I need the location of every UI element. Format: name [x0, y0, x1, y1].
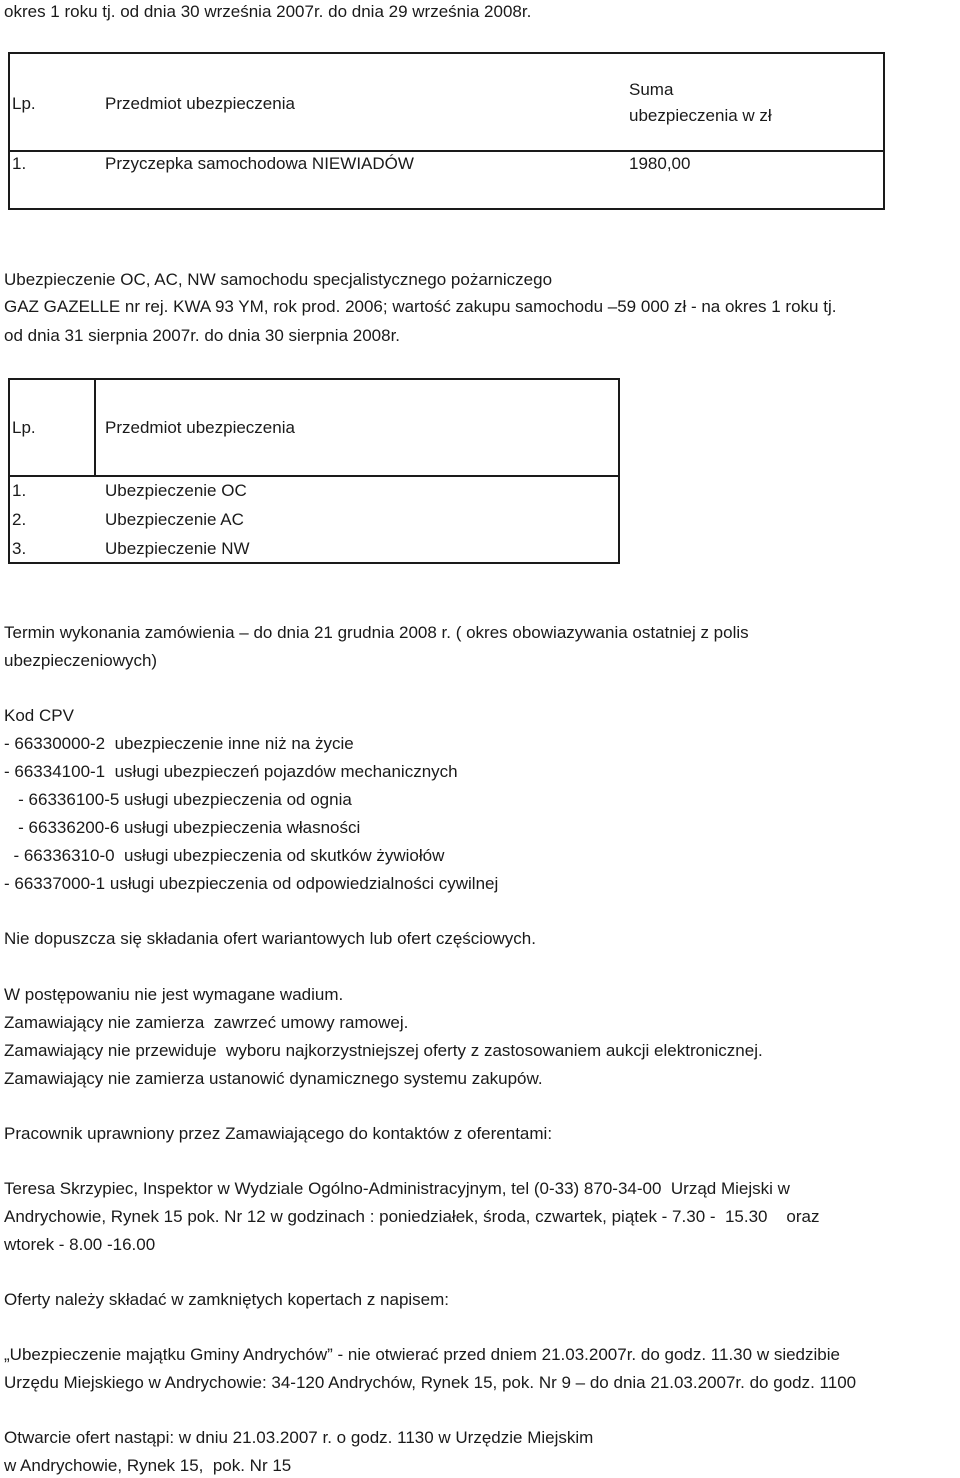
no-variants-statement: Nie dopuszcza się składania ofert wariantowych lub ofert częściowych.	[4, 929, 536, 948]
table2-row-3-subject: Ubezpieczenie NW	[105, 539, 250, 558]
offers-heading: Oferty należy składać w zamkniętych kopertach z napisem:	[4, 1290, 450, 1309]
table1-header-subject: Przedmiot ubezpieczenia	[105, 94, 295, 113]
cpv-item: - 66334100-1 usługi ubezpieczeń pojazdów mechanicznych	[4, 762, 458, 781]
vehicle-paragraph-line3: od dnia 31 sierpnia 2007r. do dnia 30 sierpnia 2008r.	[4, 326, 401, 345]
cpv-item: - 66336200-6 usługi ubezpieczenia własności	[4, 818, 361, 837]
table2-column-divider	[94, 380, 96, 475]
table1-header-lp: Lp.	[12, 94, 36, 113]
deadline-line2: ubezpieczeniowych)	[4, 651, 158, 670]
table2-row-1-lp: 1.	[12, 481, 27, 500]
condition-line: Zamawiający nie zamierza ustanowić dynamicznego systemu zakupów.	[4, 1069, 543, 1088]
intro-line: okres 1 roku tj. od dnia 30 września 2007r. do dnia 29 września 2008r.	[4, 2, 532, 21]
vehicle-paragraph-line1: Ubezpieczenie OC, AC, NW samochodu specjalistycznego pożarniczego	[4, 270, 553, 289]
table1-header-sum-line2: ubezpieczenia w zł	[629, 106, 772, 125]
table2-row-1-subject: Ubezpieczenie OC	[105, 481, 247, 500]
offers-text-line1: „Ubezpieczenie majątku Gminy Andrychów” - nie otwierać przed dniem 21.03.2007r. do godz. 11.30 w siedzibie	[4, 1345, 840, 1364]
table2-row-2-subject: Ubezpieczenie AC	[105, 510, 244, 529]
insurance-table-vehicle	[8, 378, 620, 564]
cpv-item: - 66337000-1 usługi ubezpieczenia od odpowiedzialności cywilnej	[4, 874, 499, 893]
contact-line3: wtorek - 8.00 -16.00	[4, 1235, 156, 1254]
opening-line1: Otwarcie ofert nastąpi: w dniu 21.03.2007 r. o godz. 1130 w Urzędzie Miejskim	[4, 1428, 594, 1447]
contact-line2: Andrychowie, Rynek 15 pok. Nr 12 w godzinach : poniedziałek, środa, czwartek, piątek - 7.30 - 15.30 oraz	[4, 1207, 820, 1226]
table2-row-3-lp: 3.	[12, 539, 27, 558]
cpv-item: - 66336310-0 usługi ubezpieczenia od skutków żywiołów	[4, 846, 445, 865]
cpv-item: - 66336100-5 usługi ubezpieczenia od ognia	[4, 790, 352, 809]
table1-row-sum: 1980,00	[629, 154, 691, 173]
table2-row-2-lp: 2.	[12, 510, 27, 529]
table2-header-divider	[10, 475, 618, 477]
table2-header-subject: Przedmiot ubezpieczenia	[105, 418, 295, 437]
opening-line2: w Andrychowie, Rynek 15, pok. Nr 15	[4, 1456, 292, 1475]
offers-text-line2: Urzędu Miejskiego w Andrychowie: 34-120 Andrychów, Rynek 15, pok. Nr 9 – do dnia 21.03.2007r. do godz. 1100	[4, 1373, 857, 1392]
condition-line: W postępowaniu nie jest wymagane wadium.	[4, 985, 344, 1004]
table1-row-lp: 1.	[12, 154, 27, 173]
vehicle-paragraph-line2: GAZ GAZELLE nr rej. KWA 93 YM, rok prod. 2006; wartość zakupu samochodu –59 000 zł - na okres 1 roku tj.	[4, 297, 837, 316]
condition-line: Zamawiający nie przewiduje wyboru najkorzystniejszej oferty z zastosowaniem aukcji elektronicznej.	[4, 1041, 763, 1060]
table1-row-subject: Przyczepka samochodowa NIEWIADÓW	[105, 154, 414, 173]
contact-heading: Pracownik uprawniony przez Zamawiającego do kontaktów z oferentami:	[4, 1124, 553, 1143]
contact-line1: Teresa Skrzypiec, Inspektor w Wydziale Ogólno-Administracyjnym, tel (0-33) 870-34-00 Urząd Miejski w	[4, 1179, 790, 1198]
cpv-title: Kod CPV	[4, 706, 74, 725]
table1-divider	[10, 150, 883, 152]
table2-header-lp: Lp.	[12, 418, 36, 437]
deadline-line1: Termin wykonania zamówienia – do dnia 21 grudnia 2008 r. ( okres obowiazywania ostatniej z polis	[4, 623, 749, 642]
condition-line: Zamawiający nie zamierza zawrzeć umowy ramowej.	[4, 1013, 409, 1032]
cpv-item: - 66330000-2 ubezpieczenie inne niż na życie	[4, 734, 354, 753]
insurance-table-trailer	[8, 52, 885, 210]
table1-header-sum-line1: Suma	[629, 80, 674, 99]
